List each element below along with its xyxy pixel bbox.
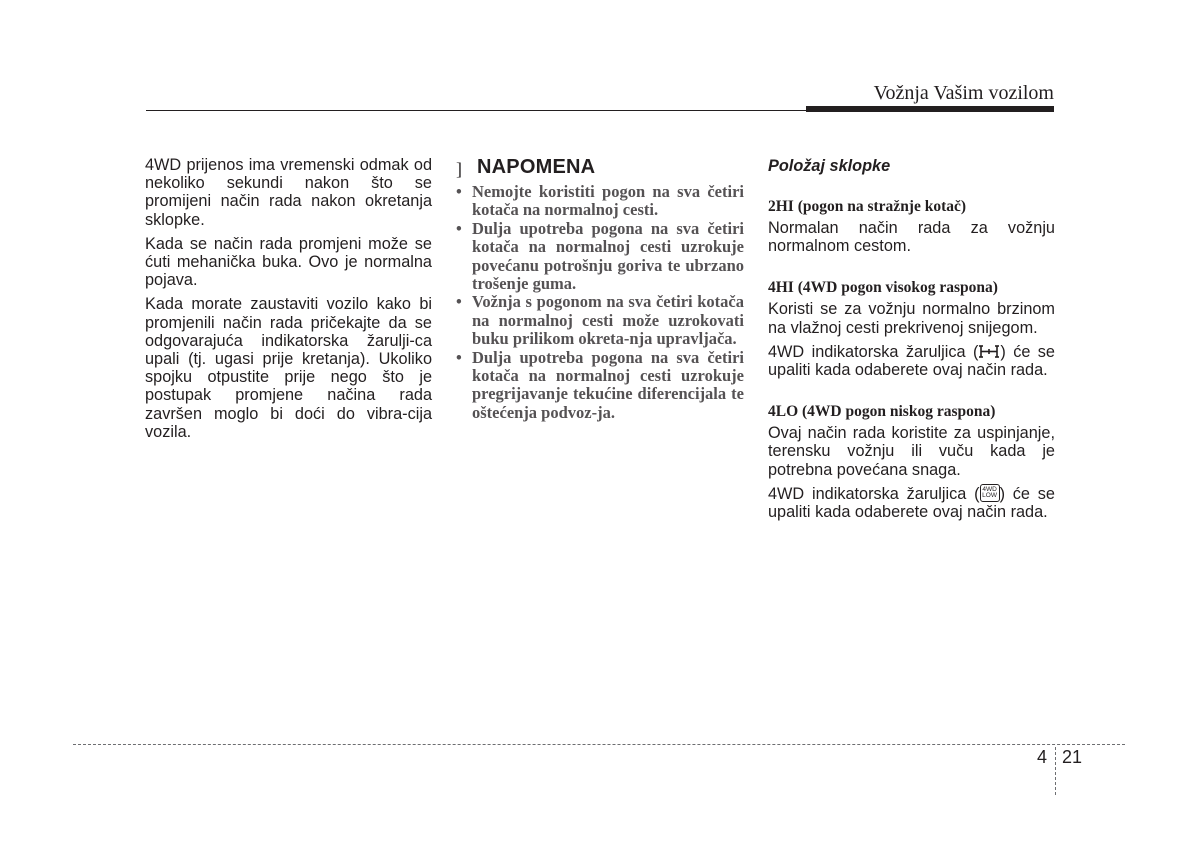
section-subheading: Položaj sklopke [768, 157, 891, 175]
note-item [456, 183, 744, 220]
mode-heading-2hi: 2HI (pogon na stražnje kotač) [768, 198, 967, 215]
mode-text-4lo: Ovaj način rada koristite za uspinjanje, terensku vožnju ili vuču kada je potrebna povećana snaga. [768, 424, 1055, 479]
footer-dashed-rule [73, 744, 1125, 745]
bullet-icon: • [456, 182, 462, 201]
mode-text-4hi: Koristi se za vožnju normalno brzinom na vlažnoj cesti prekrivenoj snijegom. [768, 300, 1055, 337]
indicator-text-4hi [768, 343, 1055, 379]
note-item-text: Nemojte koristiti pogon na sva četiri kotača na normalnoj cesti. [472, 182, 744, 220]
bullet-icon: • [456, 218, 462, 238]
body-paragraph: Kada morate zaustaviti vozilo kako bi promjenili način rada pričekajte da se odgovarajuća indikatorska žarulji-ca upali (tj. ugasi prije kretanja). Ukoliko spojku otpustite prije nego što je postupak promjene načina rada završen moglo bi doći do vibra-cija vozila. [145, 295, 432, 441]
note-item [456, 220, 744, 294]
indicator-before-text: 4WD indikatorska žaruljica ( [768, 484, 980, 503]
body-paragraph: 4WD prijenos ima vremenski odmak od nekoliko sekundi nakon što se promijeni način rada nakon okretanja sklopke. [145, 156, 432, 229]
indicator-before-text: 4WD indikatorska žaruljica ( [768, 342, 979, 361]
note-title: NAPOMENA [477, 156, 596, 178]
mode-heading-4hi: 4HI (4WD pogon visokog raspona) [768, 279, 998, 297]
mode-text-2hi: Normalan način rada za vožnju normalnom cestom. [768, 219, 1055, 256]
4wd-low-indicator-icon [980, 484, 1000, 502]
icon-label-top: 4WD [982, 485, 997, 493]
page-header-title: Vožnja Vašim vozilom [873, 82, 1054, 104]
body-paragraph: Kada se način rada promjeni može se ćuti mehanička buka. Ovo je normalna pojava. [145, 234, 432, 290]
header-rule-thin [146, 110, 808, 111]
page-number: 21 [1062, 747, 1083, 767]
note-bracket-icon: ] [456, 159, 462, 179]
mode-heading-4lo: 4LO (4WD pogon niskog raspona) [768, 403, 996, 421]
4wd-hi-indicator-icon [978, 344, 1000, 359]
bullet-icon: • [456, 292, 462, 312]
chapter-number: 4 [1037, 747, 1048, 767]
note-item [456, 349, 744, 423]
bullet-icon: • [456, 347, 462, 367]
footer-dashed-divider [1055, 747, 1056, 795]
note-header [456, 156, 744, 183]
note-item [456, 293, 744, 348]
note-item-text: Vožnja s pogonom na sva četiri kotača na normalnoj cesti može uzrokovati buku prilikom okreta-nja upravljača. [472, 292, 744, 349]
header-rule-thick [806, 106, 1054, 112]
indicator-after-text: ) će se upaliti kada odaberete ovaj način rada. [768, 342, 1055, 380]
note-box [456, 156, 744, 422]
note-item-text: Dulja upotreba pogona na sva četiri kotača na normalnoj cesti uzrokuje pregrijavanje tekućine diferencijala te oštećenja podvoz-ja. [472, 347, 744, 422]
note-list [456, 183, 744, 422]
note-item-text: Dulja upotreba pogona na sva četiri kotača na normalnoj cesti uzrokuje povećanu potrošnju goriva te ubrzano trošenje guma. [472, 218, 744, 294]
left-column [145, 156, 432, 447]
indicator-after-text: ) će se upaliti kada odaberete ovaj način rada. [768, 484, 1055, 522]
icon-label-bottom: LOW [982, 492, 997, 500]
indicator-text-4lo [768, 485, 1055, 521]
right-column [768, 156, 1055, 527]
